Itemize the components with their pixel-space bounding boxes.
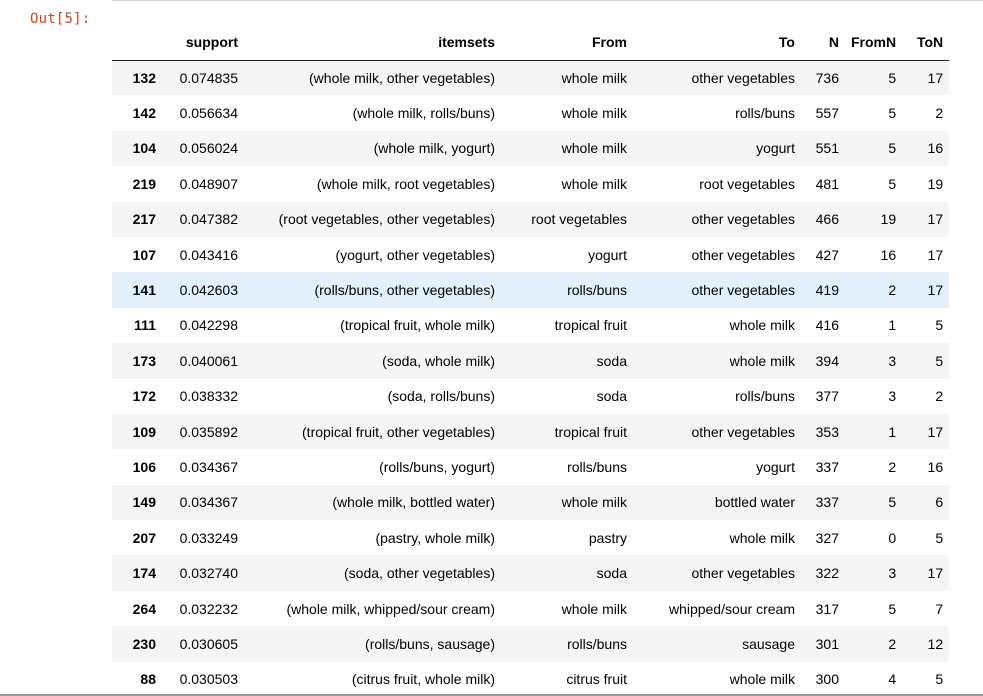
column-header-support: support: [162, 25, 244, 60]
cell-support: 0.042298: [179, 317, 238, 334]
table-row: [112, 131, 949, 166]
cell-fromn: 2: [888, 458, 897, 475]
cell-itemsets: (rolls/buns, other vegetables): [244, 272, 501, 307]
table-row: [112, 591, 949, 626]
table-row: [112, 95, 949, 130]
cell-to: whole milk: [729, 529, 795, 546]
cell-support: 0.056634: [179, 105, 238, 122]
cell-to: whole milk: [633, 343, 801, 378]
cell-fromn: 19: [845, 202, 902, 237]
cell-to: other vegetables: [691, 246, 795, 263]
cell-ton: 5: [935, 317, 944, 334]
cell-to: whole milk: [729, 317, 795, 334]
cell-to: other vegetables: [633, 555, 801, 590]
cell-to: bottled water: [633, 485, 801, 520]
dataframe-table: [112, 25, 949, 696]
table-row: [112, 662, 949, 696]
cell-from: rolls/buns: [501, 272, 633, 307]
cell-fromn: 3: [845, 555, 902, 590]
row-index: 106: [132, 458, 156, 475]
table-row: [112, 555, 949, 590]
cell-from: citrus fruit: [566, 671, 627, 688]
cell-fromn: 3: [888, 388, 897, 405]
cell-itemsets: (root vegetables, other vegetables): [244, 202, 501, 237]
cell-support: 0.034367: [179, 458, 238, 475]
table-row: [112, 485, 949, 520]
cell-support: 0.030503: [179, 671, 238, 688]
cell-fromn: 1: [845, 414, 902, 449]
cell-from: whole milk: [561, 105, 627, 122]
cell-to: yogurt: [756, 458, 795, 475]
cell-from: root vegetables: [501, 202, 633, 237]
cell-support: 0.043416: [179, 246, 238, 263]
column-header-from: From: [501, 25, 633, 60]
cell-fromn: 4: [888, 671, 897, 688]
cell-n: 353: [801, 414, 845, 449]
row-index: 219: [132, 175, 156, 192]
cell-n: 322: [801, 555, 845, 590]
row-index: 172: [132, 388, 156, 405]
row-index: 230: [112, 626, 162, 661]
cell-itemsets: (whole milk, bottled water): [244, 485, 501, 520]
row-index: 132: [112, 60, 162, 95]
cell-ton: 7: [935, 600, 944, 617]
cell-n: 301: [801, 626, 845, 661]
cell-support: 0.030605: [162, 626, 244, 661]
cell-divider: [112, 0, 983, 1]
cell-fromn: 5: [888, 105, 897, 122]
cell-itemsets: (yogurt, other vegetables): [335, 246, 495, 263]
cell-from: whole milk: [501, 131, 633, 166]
cell-n: 327: [815, 529, 839, 546]
row-index: 88: [140, 671, 156, 688]
cell-ton: 16: [902, 131, 949, 166]
cell-support: 0.040061: [162, 343, 244, 378]
row-index: 173: [112, 343, 162, 378]
cell-n: 337: [801, 485, 845, 520]
table-row: [112, 237, 949, 272]
cell-n: 377: [815, 388, 839, 405]
column-header-ton: ToN: [902, 25, 949, 60]
cell-ton: 6: [902, 485, 949, 520]
row-index: 104: [112, 131, 162, 166]
cell-itemsets: (pastry, whole milk): [375, 529, 495, 546]
row-index: 174: [112, 555, 162, 590]
cell-to: rolls/buns: [735, 105, 795, 122]
cell-n: 317: [815, 600, 839, 617]
cell-support: 0.048907: [179, 175, 238, 192]
cell-n: 427: [815, 246, 839, 263]
cell-support: 0.032232: [179, 600, 238, 617]
cell-ton: 19: [927, 175, 944, 192]
table-body: [112, 60, 949, 696]
cell-n: 337: [815, 458, 839, 475]
cell-from: tropical fruit: [554, 317, 627, 334]
table-row: [112, 520, 949, 555]
cell-ton: 2: [935, 105, 944, 122]
cell-from: rolls/buns: [501, 626, 633, 661]
cell-support: 0.056024: [162, 131, 244, 166]
cell-fromn: 16: [880, 246, 897, 263]
cell-from: pastry: [588, 529, 627, 546]
cell-to: other vegetables: [633, 60, 801, 95]
cell-to: yogurt: [633, 131, 801, 166]
cell-fromn: 2: [845, 272, 902, 307]
cell-from: rolls/buns: [567, 458, 627, 475]
column-header-fromn: FromN: [845, 25, 902, 60]
cell-n: 466: [801, 202, 845, 237]
cell-from: yogurt: [588, 246, 627, 263]
cell-itemsets: (tropical fruit, whole milk): [340, 317, 495, 334]
cell-n: 394: [801, 343, 845, 378]
row-index: 149: [112, 485, 162, 520]
cell-n: 557: [815, 105, 839, 122]
cell-itemsets: (rolls/buns, yogurt): [379, 458, 495, 475]
cell-n: 736: [801, 60, 845, 95]
cell-fromn: 0: [888, 529, 897, 546]
cell-ton: 17: [927, 246, 944, 263]
row-index: 207: [132, 529, 156, 546]
row-index: 107: [132, 246, 156, 263]
cell-from: whole milk: [501, 485, 633, 520]
column-header-index: [112, 25, 162, 60]
cell-support: 0.074835: [162, 60, 244, 95]
column-header-n: N: [801, 25, 845, 60]
table-row: [112, 308, 949, 343]
cell-itemsets: (tropical fruit, other vegetables): [244, 414, 501, 449]
cell-itemsets: (soda, whole milk): [244, 343, 501, 378]
cell-ton: 17: [902, 202, 949, 237]
cell-fromn: 5: [888, 175, 897, 192]
cell-from: whole milk: [561, 600, 627, 617]
header-row: [112, 25, 949, 60]
table-row: [112, 379, 949, 414]
row-index: 109: [112, 414, 162, 449]
cell-itemsets: (whole milk, rolls/buns): [352, 105, 495, 122]
table-row: [112, 414, 949, 449]
cell-n: 481: [815, 175, 839, 192]
cell-fromn: 5: [845, 131, 902, 166]
cell-support: 0.032740: [162, 555, 244, 590]
table-row: [112, 449, 949, 484]
cell-support: 0.033249: [179, 529, 238, 546]
column-header-itemsets: itemsets: [244, 25, 501, 60]
cell-to: whole milk: [729, 671, 795, 688]
cell-n: 300: [815, 671, 839, 688]
cell-to: sausage: [633, 626, 801, 661]
cell-from: soda: [501, 555, 633, 590]
row-index: 264: [132, 600, 156, 617]
cell-ton: 17: [902, 555, 949, 590]
cell-to: other vegetables: [633, 202, 801, 237]
cell-fromn: 2: [845, 626, 902, 661]
column-header-to: To: [633, 25, 801, 60]
cell-support: 0.042603: [162, 272, 244, 307]
output-prompt: Out[5]:: [30, 11, 91, 27]
cell-n: 416: [815, 317, 839, 334]
cell-n: 419: [801, 272, 845, 307]
cell-fromn: 5: [845, 485, 902, 520]
cell-to: rolls/buns: [735, 388, 795, 405]
cell-ton: 5: [902, 343, 949, 378]
cell-itemsets: (whole milk, yogurt): [244, 131, 501, 166]
table-row: [112, 343, 949, 378]
cell-ton: 17: [902, 272, 949, 307]
row-index: 142: [132, 105, 156, 122]
cell-support: 0.034367: [162, 485, 244, 520]
cell-itemsets: (whole milk, other vegetables): [244, 60, 501, 95]
cell-itemsets: (whole milk, whipped/sour cream): [286, 600, 495, 617]
table-row: [112, 272, 949, 307]
cell-support: 0.038332: [179, 388, 238, 405]
table-row: [112, 202, 949, 237]
cell-itemsets: (rolls/buns, sausage): [244, 626, 501, 661]
cell-ton: 2: [935, 388, 944, 405]
cell-support: 0.047382: [162, 202, 244, 237]
table-row: [112, 60, 949, 95]
row-index: 111: [134, 317, 156, 334]
cell-ton: 5: [935, 529, 944, 546]
cell-n: 551: [801, 131, 845, 166]
cell-from: tropical fruit: [501, 414, 633, 449]
cell-itemsets: (citrus fruit, whole milk): [351, 671, 495, 688]
cell-from: whole milk: [561, 175, 627, 192]
cell-support: 0.035892: [162, 414, 244, 449]
cell-from: soda: [501, 343, 633, 378]
cell-from: soda: [596, 388, 627, 405]
cell-to: whipped/sour cream: [668, 600, 795, 617]
table-row: [112, 166, 949, 201]
cell-ton: 17: [902, 60, 949, 95]
row-index: 141: [112, 272, 162, 307]
cell-to: other vegetables: [633, 414, 801, 449]
cell-from: whole milk: [501, 60, 633, 95]
cell-fromn: 5: [845, 60, 902, 95]
cell-ton: 16: [927, 458, 944, 475]
table-row: [112, 626, 949, 661]
cell-itemsets: (soda, other vegetables): [244, 555, 501, 590]
cell-ton: 17: [902, 414, 949, 449]
row-index: 217: [112, 202, 162, 237]
cell-fromn: 1: [888, 317, 897, 334]
cell-ton: 5: [935, 671, 944, 688]
cell-fromn: 5: [888, 600, 897, 617]
cell-fromn: 3: [845, 343, 902, 378]
cell-to: root vegetables: [699, 175, 795, 192]
cell-itemsets: (whole milk, root vegetables): [316, 175, 495, 192]
cell-to: other vegetables: [633, 272, 801, 307]
cell-ton: 12: [902, 626, 949, 661]
cell-itemsets: (soda, rolls/buns): [387, 388, 495, 405]
